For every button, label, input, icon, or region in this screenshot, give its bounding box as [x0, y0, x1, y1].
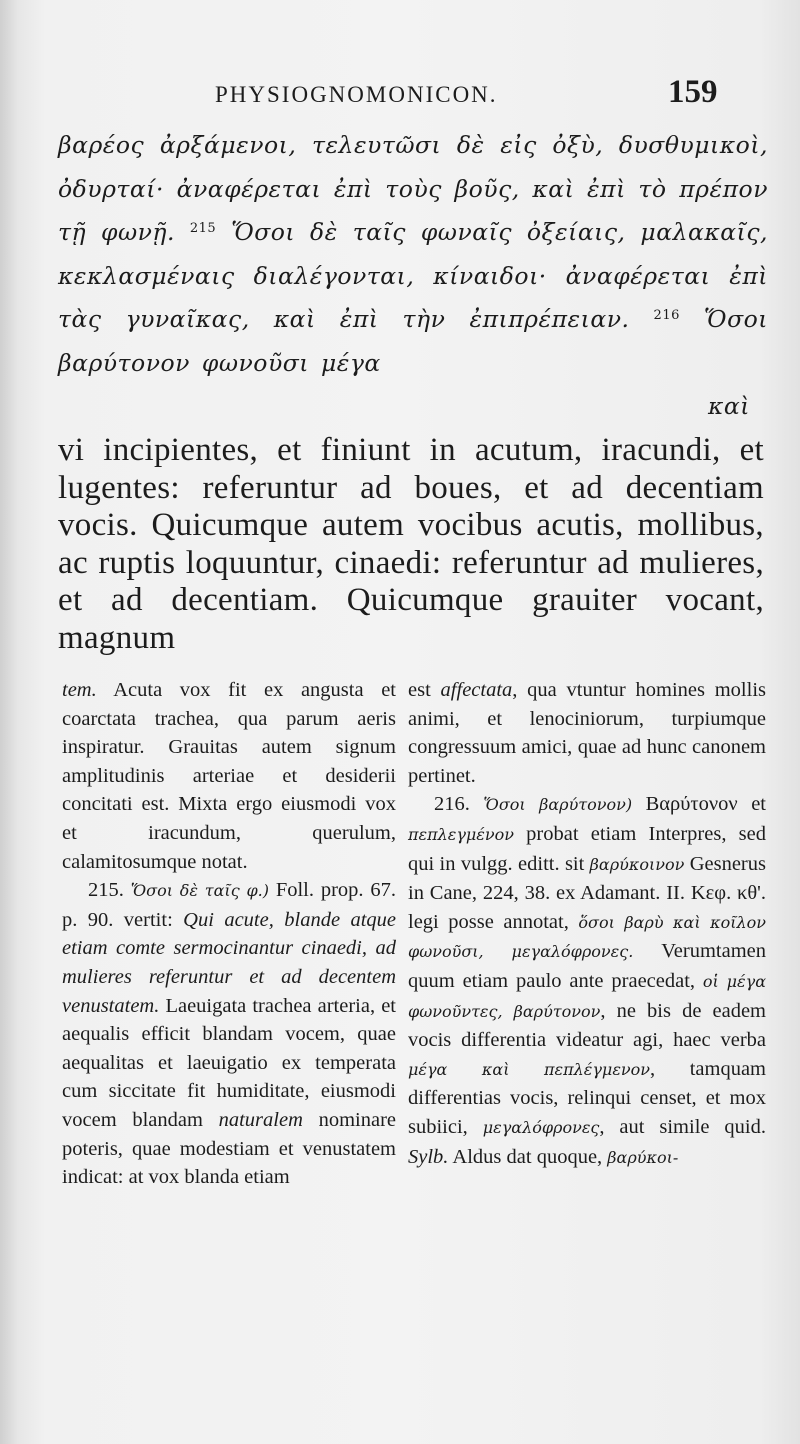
note-number: 216. — [434, 793, 470, 816]
greek-line-1: βαρέος ἀρξάμενοι, τελευτῶσι δὲ εἰς ὀξὺ, δυσθυμικοὶ, ὀδυρταί· ἀναφέρεται ἐπὶ τοὺς βοῦς, καὶ ἐπὶ τὸ πρέπον τῇ φωνῇ. — [58, 131, 768, 246]
notes-column-right — [408, 676, 766, 1172]
note-text: Laeuigata trachea arteria, et aequalis efficit blandam vocem, quae aequalitas et laeuigatio ex temperata cum siccitate fit humiditate, eiusmodi vocem blandam — [62, 994, 396, 1131]
note-text: Verumtamen quum etiam paulo ante praecedat, — [408, 940, 766, 992]
note-ref-216: 216 — [653, 308, 680, 323]
note-text: , tamquam differentias vocis, relinqui censet, et mox subiici, — [408, 1057, 766, 1138]
note-text: Βαρύτονον et — [632, 793, 766, 816]
page-number: 159 — [668, 74, 718, 110]
note-text: , ne bis de eadem vocis differentia videatur agi, haec verba — [408, 999, 767, 1052]
note-text: Acuta vox fit ex angusta et coarctata trachea, qua parum aeris inspiratur. Grauitas autem signum amplitudinis arteriae et desiderii concitati est. Mixta ergo eiusmodi vox et iracundum, querulum, calamitosumque notat. — [62, 679, 396, 873]
greek-phrase: ὅσοι βαρὺ καὶ κοῖλον φωνοῦσι, μεγαλόφρονες. — [408, 912, 767, 962]
greek-lemma: Ὅσοι δὲ ταῖς φ.) — [130, 881, 269, 901]
note-text: Foll. prop. 67. p. 90. vertit: — [62, 879, 396, 931]
note-italic-word: naturalem — [218, 1108, 303, 1131]
catchword: καὶ — [708, 392, 750, 420]
note-text: nominare poteris, quae modestiam et venustatem indicat: at vox blanda etiam — [62, 1108, 396, 1189]
greek-line-3: Ὅσοι βαρύτονον φωνοῦσι μέγα — [58, 305, 768, 377]
note-216 — [408, 790, 766, 1172]
note-paragraph — [408, 676, 766, 790]
note-text: , aut simile quid. — [599, 1115, 766, 1138]
note-paragraph — [62, 676, 396, 876]
note-italic-word: affectata — [440, 679, 513, 701]
note-number: 215. — [88, 879, 124, 902]
greek-phrase: μέγα καὶ πεπλέγμενον — [408, 1059, 650, 1079]
note-text: Gesnerus in Cane, 224, 38. ex Adamant. II. Κεφ. κθ'. legi posse annotat, — [408, 852, 766, 933]
greek-lemma: Ὅσοι βαρύτονον) — [483, 795, 633, 815]
greek-text-block — [58, 124, 768, 429]
greek-word: βαρύκοι- — [607, 1147, 679, 1167]
greek-phrase: οἱ μέγα φωνοῦντες, βαρύτονον — [408, 971, 767, 1021]
note-text: Aldus dat quoque, — [448, 1145, 608, 1168]
greek-line-2: Ὅσοι δὲ ταῖς φωναῖς ὀξείαις, μαλακαῖς, κεκλασμέναις διαλέγονται, κίναιδοι· ἀναφέρεται ἐπὶ τὰς γυναῖκας, καὶ ἐπὶ τὴν ἐπιπρέπειαν. — [58, 218, 768, 333]
note-text: probat etiam Interpres, sed qui in vulgg. editt. sit — [408, 822, 766, 875]
note-ref-215: 215 — [189, 221, 217, 236]
note-text: , qua vtuntur homines mollis animi, et lenociniorum, turpiumque congressuum amici, quae ad hunc canonem pertinet. — [408, 679, 767, 787]
notes-column-left — [62, 676, 396, 1192]
quoted-translation: Qui acute, blande atque etiam comte sermocinantur cinaedi, ad mulieres referuntur et ad decentem venustatem. — [62, 908, 396, 1017]
author-abbrev: Sylb. — [408, 1145, 449, 1168]
running-head — [0, 72, 800, 112]
note-lead-word: tem. — [62, 679, 97, 701]
note-215 — [62, 876, 396, 1192]
latin-translation: vi incipientes, et finiunt in acutum, iracundi, et lugentes: referuntur ad boues, et ad decentiam vocis. Quicumque autem vocibus acutis, mollibus, ac ruptis loquuntur, cinaedi: referuntur ad mulieres, et ad decentiam. Quicumque grauiter vocant, magnum — [58, 432, 764, 656]
note-text: est — [408, 679, 441, 701]
greek-word: πεπλεγμένον — [408, 824, 514, 844]
greek-word: βαρύκοινον — [589, 854, 685, 874]
running-head-title: PHYSIOGNOMONICON. — [215, 82, 498, 107]
greek-word: μεγαλόφρονες — [482, 1117, 600, 1137]
